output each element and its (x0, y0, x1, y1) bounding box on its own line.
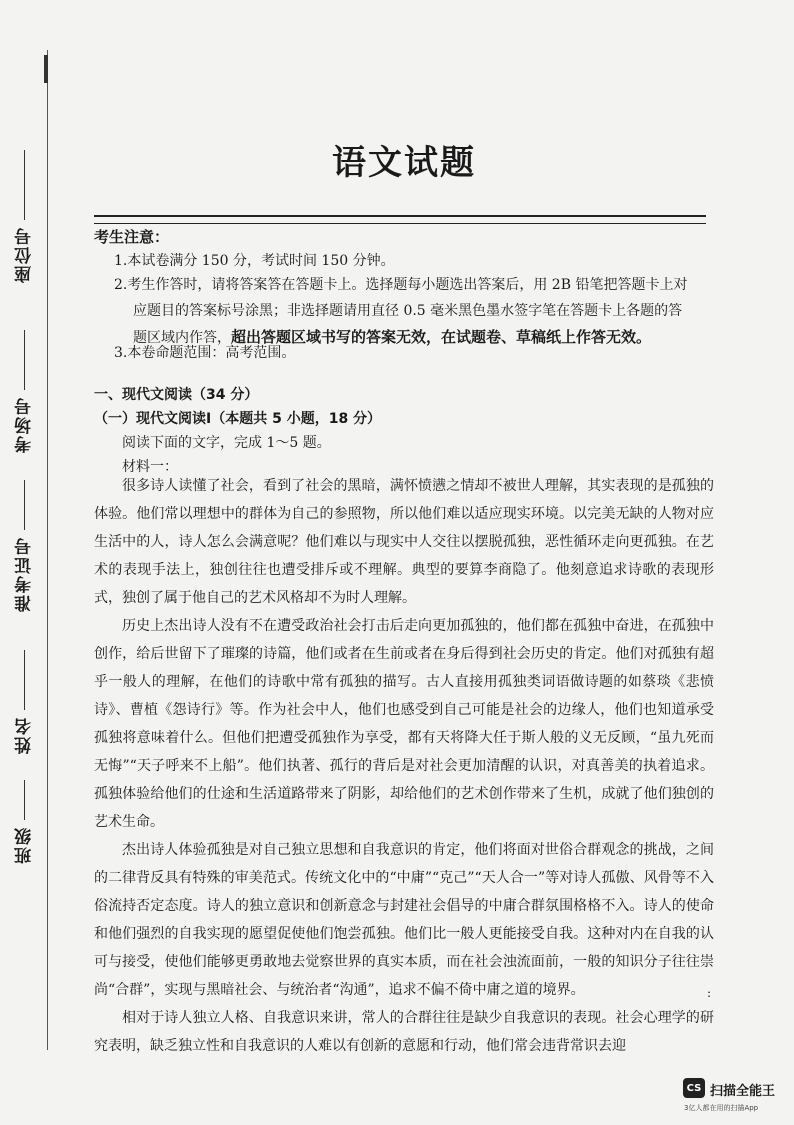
article-paragraph-4: 相对于诗人独立人格、自我意识来讲，常人的合群往往是缺少自我意识的表现。社会心理学的研究表明，缺乏独立性和自我意识的人难以有创新的意愿和行动，他们常会违背常识去迎 (94, 1010, 714, 1054)
scanner-logo-icon: CS (683, 1078, 705, 1098)
instruction-text: 阅读下面的文字，完成 1～5 题。 (122, 435, 331, 451)
notice-heading: 考生注意： (94, 228, 170, 246)
exam-room-label: 考场号 (14, 396, 35, 453)
notice-item-2-line-1: 2.考生作答时，请将答案答在答题卡上。选择题每小题选出答案后，用 2B 铅笔把答题卡上对 (114, 277, 688, 293)
admission-number-label: 准考证号 (14, 536, 35, 612)
admission-number-field (6, 480, 42, 618)
seat-number-blank (24, 150, 25, 220)
notice-item-1: 1.本试卷满分 150 分，考试时间 150 分钟。 (114, 253, 395, 269)
class-label: 班级 (14, 826, 35, 864)
article-paragraph-3: 杰出诗人体验孤独是对自己独立思想和自我意识的肯定，他们将面对世俗合群观念的挑战，之间的二律背反具有特殊的审美范式。传统文化中的“中庸”“克己”“天人合一”等对诗人孤傲、风骨等不入俗流持否定态度。诗人的独立意识和创新意念与封建社会倡导的中庸合群氛围格格不入。诗人的使命和他们强烈的自我实现的愿望促使他们饱尝孤独。他们比一般人更能接受自我。这种对内在自我的认可与接受，使他们能够更勇敢地去觉察世界的真实本质，而在社会浊流面前，一般的知识分子往往崇尚“合群”，实现与黑暗社会、与统治者“沟通”，追求不偏不倚中庸之道的境界。 (94, 842, 714, 998)
notice-warning: 超出答题区域书写的答案无效，在试题卷、草稿纸上作答无效。 (231, 328, 652, 346)
admission-number-blank (24, 480, 25, 530)
page-title: 语文试题 (332, 143, 476, 183)
seat-number-field (6, 150, 42, 289)
material-label: 材料一： (122, 459, 178, 475)
scanner-brand: 扫描全能王 (710, 1084, 776, 1099)
article-paragraph-2: 历史上杰出诗人没有不在遭受政治社会打击后走向更加孤独的，他们都在孤独中奋进，在孤独中创作，给后世留下了璀璨的诗篇，他们或者在生前或者在身后得到社会历史的肯定。他们对孤独有超乎一般人的理解，在他们的诗歌中常有孤独的描写。古人直接用孤独类词语做诗题的如蔡琰《悲愤诗》、曹植《怨诗行》等。作为社会中人，他们也感受到自己可能是社会的边缘人，他们也知道承受孤独将意味着什么。但他们把遭受孤独作为享受，都有天将降大任于斯人般的义无反顾，“虽九死而无悔”“天子呼来不上船”。他们执著、孤行的背后是对社会更加清醒的认识，对真善美的执着追求。孤独体验给他们的仕途和生活道路带来了阴影，却给他们的艺术创作带来了生机，成就了他们独创的艺术生命。 (94, 618, 714, 830)
notice-item-2-line-2: 应题目的答案标号涂黑；非选择题请用直径 0.5 毫米黑色墨水签字笔在答题卡上各题的答 (133, 303, 683, 319)
notice-item-2-line-3-plain: 题区域内作答， (133, 330, 231, 346)
exam-room-blank (24, 330, 25, 390)
binding-mark (44, 55, 48, 83)
class-blank (24, 780, 25, 820)
title-rule (94, 215, 706, 224)
article-body (94, 472, 714, 1060)
section-heading: 一、现代文阅读（34 分） (94, 387, 259, 403)
corner-mark: : (707, 986, 712, 1000)
name-field (6, 650, 42, 760)
article-paragraph-1: 很多诗人读懂了社会，看到了社会的黑暗，满怀愤懑之情却不被世人理解，其实表现的是孤独的体验。他们常以理想中的群体为自己的参照物，所以他们难以适应现实环境。以完美无缺的人物对应生活中的人，诗人怎么会满意呢？他们难以与现实中人交往以摆脱孤独，恶性循环走向更孤独。在艺术的表现手法上，独创往往也遭受排斥或不理解。典型的要算李商隐了。他刻意追求诗歌的表现形式，独创了属于他自己的艺术风格却不为时人理解。 (94, 478, 714, 606)
name-label: 姓名 (14, 716, 35, 754)
subsection-heading: （一）现代文阅读Ⅰ（本题共 5 小题，18 分） (94, 411, 382, 427)
seat-number-label: 座位号 (14, 226, 35, 283)
notice-item-3: 3.本卷命题范围：高考范围。 (114, 345, 296, 361)
exam-room-field (6, 330, 42, 459)
class-field (6, 780, 42, 870)
binding-line (47, 50, 48, 1050)
name-blank (24, 650, 25, 710)
binding-strip (0, 0, 60, 1125)
scanner-tagline: 3亿人都在用的扫描App (684, 1104, 759, 1112)
